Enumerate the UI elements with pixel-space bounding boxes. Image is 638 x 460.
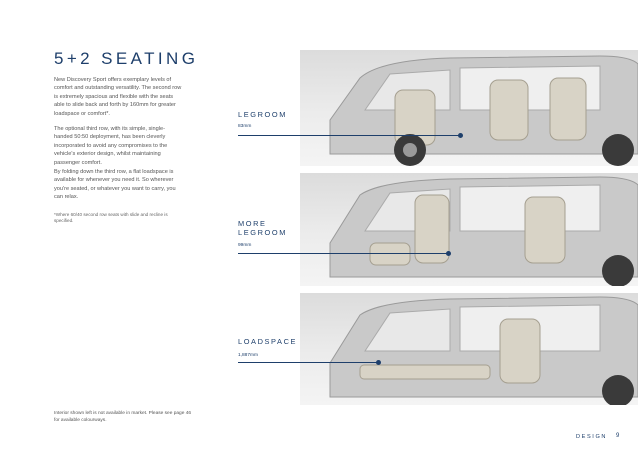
- page-number: 9: [616, 433, 620, 439]
- footnote: *Where 60/40 second row seats with slide and recline is specified.: [54, 212, 168, 224]
- loadspace-paragraph: By folding down the third row, a flat loadspace is available for whenever you need it. So wherever you're seated, or whatever you want to carry, you can relax.: [54, 169, 176, 201]
- intro-paragraph: New Discovery Sport offers exemplary levels of comfort and outstanding versatility. The second row is extremely spacious and flexible with the seats able to slide back and forth by 160mm for greater loadspace or comfort*.: [54, 77, 182, 117]
- loadspace-label: LOADSPACE: [238, 337, 298, 346]
- legroom-dimension-endpoint: [458, 133, 463, 138]
- legroom-value: 83mm: [238, 124, 252, 129]
- vehicle-cutaway-illustration: [300, 50, 638, 166]
- page-title: 5+2 SEATING: [54, 49, 199, 68]
- more-legroom-label: MORE LEGROOM: [238, 219, 287, 237]
- vehicle-cutaway-illustration: [300, 293, 638, 405]
- footer-section-label: DESIGN: [576, 434, 608, 440]
- loadspace-dimension-line: [238, 362, 378, 363]
- more-legroom-dimension-endpoint: [446, 251, 451, 256]
- more-legroom-dimension-line: [238, 253, 448, 254]
- legroom-label: LEGROOM: [238, 110, 287, 119]
- more-legroom-value: 99mm: [238, 243, 252, 248]
- vehicle-cutaway-illustration: [300, 173, 638, 286]
- loadspace-value: 1,887mm: [238, 353, 258, 358]
- bottom-note: Interior shown left is not available in market. Please see page 46 for available colourways.: [54, 411, 192, 423]
- vehicle-cutaway-photo-loadspace: [300, 293, 638, 405]
- vehicle-cutaway-photo-more-legroom: [300, 173, 638, 286]
- loadspace-dimension-endpoint: [376, 360, 381, 365]
- third-row-paragraph: The optional third row, with its simple, single-handed 50:50 deployment, has been cleverly incorporated to avoid any compromises to the vehicle's exterior design, whilst maintaining passenger comfort.: [54, 126, 168, 166]
- vehicle-cutaway-photo-legroom: [300, 50, 638, 166]
- legroom-dimension-line: [238, 135, 460, 136]
